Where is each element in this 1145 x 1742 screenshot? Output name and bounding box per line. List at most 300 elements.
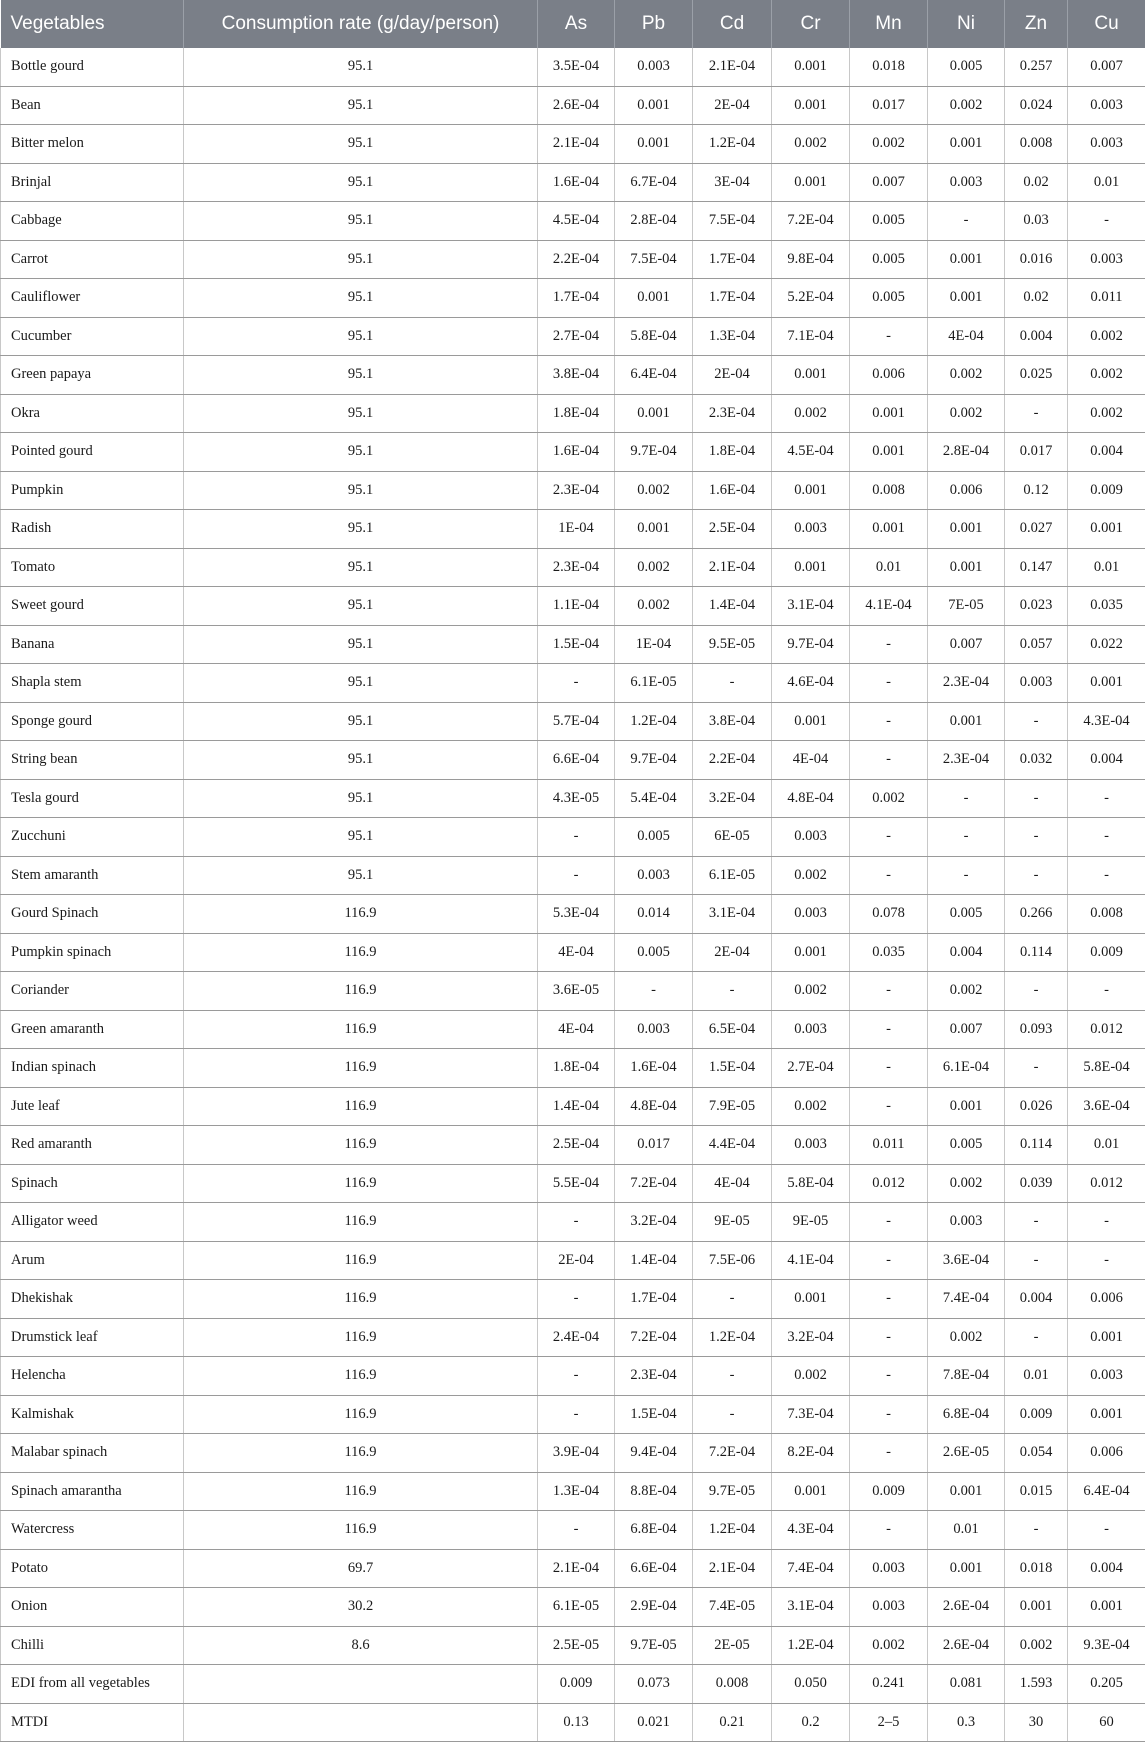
table-cell: 2.3E-04	[538, 471, 615, 510]
table-cell: 4.8E-04	[772, 779, 850, 818]
table-cell: 0.12	[1005, 471, 1068, 510]
table-cell: 5.8E-04	[1068, 1049, 1145, 1088]
table-row	[1, 779, 1145, 818]
row-label: Green papaya	[1, 356, 184, 395]
table-row	[1, 548, 1145, 587]
table-row	[1, 1665, 1145, 1704]
table-cell: -	[1068, 972, 1145, 1011]
table-cell: 6.7E-04	[615, 163, 693, 202]
table-cell: 0.001	[615, 86, 693, 125]
table-row	[1, 202, 1145, 241]
row-label: Gourd Spinach	[1, 895, 184, 934]
table-row	[1, 625, 1145, 664]
table-cell: 9.3E-04	[1068, 1626, 1145, 1665]
table-cell: -	[693, 972, 772, 1011]
table-cell: -	[850, 317, 928, 356]
table-cell: 116.9	[184, 1164, 538, 1203]
table-cell: 95.1	[184, 587, 538, 626]
table-cell: 6.6E-04	[615, 1549, 693, 1588]
table-cell: 6.8E-04	[928, 1395, 1005, 1434]
table-cell: 7.2E-04	[615, 1318, 693, 1357]
table-row	[1, 972, 1145, 1011]
table-cell: 1.5E-04	[538, 625, 615, 664]
table-row	[1, 818, 1145, 857]
table-cell: 95.1	[184, 818, 538, 857]
table-cell: 0.02	[1005, 163, 1068, 202]
table-cell: 95.1	[184, 510, 538, 549]
header-row	[1, 0, 1145, 48]
table-cell: -	[538, 1511, 615, 1550]
table-cell: 1.2E-04	[693, 125, 772, 164]
table-cell: 0.002	[772, 394, 850, 433]
table-cell: 95.1	[184, 240, 538, 279]
table-cell: 0.018	[850, 48, 928, 86]
table-row	[1, 1588, 1145, 1627]
table-cell: 0.032	[1005, 741, 1068, 780]
table-cell: -	[850, 1203, 928, 1242]
table-cell: 3E-04	[693, 163, 772, 202]
table-cell: 5.8E-04	[772, 1164, 850, 1203]
table-cell: 0.054	[1005, 1434, 1068, 1473]
table-cell: 0.050	[772, 1665, 850, 1704]
table-cell: 2.3E-04	[538, 548, 615, 587]
table-cell: -	[1068, 856, 1145, 895]
table-cell: 0.001	[615, 394, 693, 433]
table-cell: 0.002	[928, 972, 1005, 1011]
row-label: Arum	[1, 1241, 184, 1280]
table-cell: 0.002	[772, 125, 850, 164]
table-cell: -	[1005, 818, 1068, 857]
table-cell: 1.3E-04	[538, 1472, 615, 1511]
table-cell: 2.5E-05	[538, 1626, 615, 1665]
table-cell: 1.5E-04	[693, 1049, 772, 1088]
table-cell: 2E-04	[693, 86, 772, 125]
table-row	[1, 163, 1145, 202]
row-label: Drumstick leaf	[1, 1318, 184, 1357]
table-cell: 0.008	[1068, 895, 1145, 934]
table-cell: 95.1	[184, 48, 538, 86]
table-cell: 1E-04	[538, 510, 615, 549]
table-cell: -	[850, 664, 928, 703]
table-cell: 0.03	[1005, 202, 1068, 241]
table-cell: 0.021	[615, 1703, 693, 1742]
table-cell: 0.001	[772, 1280, 850, 1319]
table-cell: 0.004	[1068, 1549, 1145, 1588]
table-cell: 0.035	[850, 933, 928, 972]
table-cell: 1.4E-04	[538, 1087, 615, 1126]
table-cell: 9.7E-05	[693, 1472, 772, 1511]
table-cell: -	[693, 664, 772, 703]
table-row	[1, 471, 1145, 510]
table-cell: 0.027	[1005, 510, 1068, 549]
row-label: Helencha	[1, 1357, 184, 1396]
table-row	[1, 1434, 1145, 1473]
row-label: Onion	[1, 1588, 184, 1627]
table-cell: 0.009	[1068, 471, 1145, 510]
table-cell: 1.7E-04	[693, 279, 772, 318]
table-cell: 3.8E-04	[538, 356, 615, 395]
row-label: Alligator weed	[1, 1203, 184, 1242]
table-cell: 0.008	[850, 471, 928, 510]
table-cell: 0.003	[772, 510, 850, 549]
table-cell: 9.4E-04	[615, 1434, 693, 1473]
table-cell: 8.6	[184, 1626, 538, 1665]
table-cell: 116.9	[184, 1318, 538, 1357]
table-cell: -	[850, 1280, 928, 1319]
table-cell: -	[538, 1203, 615, 1242]
table-cell: 4.6E-04	[772, 664, 850, 703]
table-cell: 0.001	[772, 163, 850, 202]
table-cell: 0.001	[1005, 1588, 1068, 1627]
column-header-mn: Mn	[850, 0, 928, 48]
table-cell: 0.001	[772, 86, 850, 125]
table-cell: 2.1E-04	[693, 1549, 772, 1588]
table-cell: 2.6E-04	[928, 1626, 1005, 1665]
table-cell: 0.266	[1005, 895, 1068, 934]
table-cell: 7.1E-04	[772, 317, 850, 356]
table-cell: 6E-05	[693, 818, 772, 857]
table-cell: 0.001	[928, 1087, 1005, 1126]
table-cell: 0.001	[850, 394, 928, 433]
table-cell: 6.1E-05	[693, 856, 772, 895]
table-cell: -	[928, 202, 1005, 241]
table-cell: 0.01	[850, 548, 928, 587]
table-row	[1, 1087, 1145, 1126]
table-cell: 0.002	[772, 1357, 850, 1396]
table-cell: 95.1	[184, 625, 538, 664]
table-cell: 0.022	[1068, 625, 1145, 664]
table-cell: 0.006	[850, 356, 928, 395]
table-cell: 0.003	[928, 1203, 1005, 1242]
column-header-cd: Cd	[693, 0, 772, 48]
row-label: Bitter melon	[1, 125, 184, 164]
table-cell: 0.2	[772, 1703, 850, 1742]
table-cell: 95.1	[184, 163, 538, 202]
table-cell: 0.21	[693, 1703, 772, 1742]
table-cell: -	[850, 1049, 928, 1088]
table-cell: 3.6E-04	[928, 1241, 1005, 1280]
table-cell: 95.1	[184, 394, 538, 433]
table-row	[1, 1395, 1145, 1434]
table-cell: 0.001	[928, 1472, 1005, 1511]
table-cell: 4E-04	[538, 933, 615, 972]
table-cell: 2.5E-04	[538, 1126, 615, 1165]
table-cell: 3.2E-04	[772, 1318, 850, 1357]
table-cell: 116.9	[184, 933, 538, 972]
table-cell: 0.01	[1005, 1357, 1068, 1396]
table-cell: 7.2E-04	[693, 1434, 772, 1473]
table-cell: 2.1E-04	[693, 548, 772, 587]
table-cell: 0.003	[1005, 664, 1068, 703]
table-cell: 6.1E-04	[928, 1049, 1005, 1088]
table-cell: 116.9	[184, 1395, 538, 1434]
table-cell: 0.009	[538, 1665, 615, 1704]
table-cell: 3.8E-04	[693, 702, 772, 741]
table-cell: 1.8E-04	[538, 394, 615, 433]
table-cell: 2.5E-04	[693, 510, 772, 549]
table-cell: 0.002	[928, 86, 1005, 125]
table-cell: 95.1	[184, 741, 538, 780]
table-cell: 0.002	[928, 356, 1005, 395]
table-cell: 0.114	[1005, 933, 1068, 972]
table-cell: 2.4E-04	[538, 1318, 615, 1357]
table-cell: 0.001	[928, 702, 1005, 741]
table-cell: 95.1	[184, 202, 538, 241]
table-cell: 3.1E-04	[772, 587, 850, 626]
table-cell: 2.2E-04	[538, 240, 615, 279]
table-cell: -	[1068, 202, 1145, 241]
table-cell: 0.005	[928, 895, 1005, 934]
table-cell: 2.3E-04	[928, 741, 1005, 780]
table-cell: 0.009	[1005, 1395, 1068, 1434]
table-cell: 0.01	[928, 1511, 1005, 1550]
table-cell: 0.073	[615, 1665, 693, 1704]
table-row	[1, 317, 1145, 356]
table-cell: 0.001	[615, 510, 693, 549]
row-label: Malabar spinach	[1, 1434, 184, 1473]
table-cell: 3.2E-04	[615, 1203, 693, 1242]
table-cell: 0.035	[1068, 587, 1145, 626]
table-cell: 0.001	[928, 125, 1005, 164]
table-cell: 0.014	[615, 895, 693, 934]
table-cell: 30.2	[184, 1588, 538, 1627]
table-cell: 0.012	[1068, 1164, 1145, 1203]
table-cell: 7.2E-04	[615, 1164, 693, 1203]
table-cell: 2.6E-05	[928, 1434, 1005, 1473]
row-label: Sweet gourd	[1, 587, 184, 626]
table-cell: 0.004	[1005, 317, 1068, 356]
table-cell: 1.5E-04	[615, 1395, 693, 1434]
table-cell: 116.9	[184, 1280, 538, 1319]
table-row	[1, 664, 1145, 703]
table-cell: 0.003	[1068, 240, 1145, 279]
table-cell: 1.7E-04	[693, 240, 772, 279]
table-cell: 0.002	[615, 471, 693, 510]
table-row	[1, 1126, 1145, 1165]
table-cell: -	[850, 1087, 928, 1126]
table-row	[1, 510, 1145, 549]
table-cell: -	[850, 1010, 928, 1049]
table-cell: 0.093	[1005, 1010, 1068, 1049]
table-cell: 2.3E-04	[615, 1357, 693, 1396]
table-cell: -	[850, 625, 928, 664]
table-cell: -	[538, 1357, 615, 1396]
table-cell: -	[850, 818, 928, 857]
row-label: Radish	[1, 510, 184, 549]
table-cell: 1.2E-04	[693, 1318, 772, 1357]
table-cell: 0.005	[928, 48, 1005, 86]
table-row	[1, 279, 1145, 318]
table-cell: -	[1005, 1318, 1068, 1357]
table-cell: 2E-05	[693, 1626, 772, 1665]
table-cell: -	[538, 818, 615, 857]
table-cell: 7.4E-04	[772, 1549, 850, 1588]
row-label: Chilli	[1, 1626, 184, 1665]
table-cell: 116.9	[184, 1087, 538, 1126]
table-cell: 0.001	[772, 48, 850, 86]
table-cell: 7.9E-05	[693, 1087, 772, 1126]
table-cell: 4E-04	[538, 1010, 615, 1049]
table-cell: 95.1	[184, 779, 538, 818]
table-cell: -	[850, 1395, 928, 1434]
table-cell: 0.003	[615, 856, 693, 895]
row-label: Spinach amarantha	[1, 1472, 184, 1511]
table-cell: 0.003	[850, 1549, 928, 1588]
row-label: Shapla stem	[1, 664, 184, 703]
table-cell: 116.9	[184, 1126, 538, 1165]
table-cell: -	[928, 818, 1005, 857]
column-header-cu: Cu	[1068, 0, 1145, 48]
table-cell: 0.009	[850, 1472, 928, 1511]
row-label: Dhekishak	[1, 1280, 184, 1319]
table-cell: 0.006	[1068, 1434, 1145, 1473]
table-cell: -	[693, 1395, 772, 1434]
table-cell: -	[1068, 1241, 1145, 1280]
table-cell: 0.01	[1068, 1126, 1145, 1165]
table-cell: 0.3	[928, 1703, 1005, 1742]
table-cell: 0.003	[772, 1126, 850, 1165]
row-label: Banana	[1, 625, 184, 664]
table-cell: 9E-05	[772, 1203, 850, 1242]
table-body	[1, 48, 1145, 1742]
table-cell: 116.9	[184, 1511, 538, 1550]
table-cell: 0.005	[850, 202, 928, 241]
table-cell: 0.001	[1068, 510, 1145, 549]
row-label: Tomato	[1, 548, 184, 587]
table-cell: 0.002	[928, 1164, 1005, 1203]
table-cell: 30	[1005, 1703, 1068, 1742]
table-cell: 0.01	[1068, 548, 1145, 587]
table-cell: 0.001	[850, 510, 928, 549]
table-cell: 2.7E-04	[772, 1049, 850, 1088]
table-cell: 95.1	[184, 317, 538, 356]
table-cell: 0.012	[850, 1164, 928, 1203]
table-cell: 6.4E-04	[615, 356, 693, 395]
column-header-cr: Cr	[772, 0, 850, 48]
table-cell: 9.7E-04	[615, 741, 693, 780]
table-cell: 0.13	[538, 1703, 615, 1742]
table-cell: 6.6E-04	[538, 741, 615, 780]
table-cell: 4.5E-04	[772, 433, 850, 472]
table-cell: 2.3E-04	[693, 394, 772, 433]
table-cell: 0.005	[615, 933, 693, 972]
table-cell: -	[1005, 1203, 1068, 1242]
table-cell: -	[850, 741, 928, 780]
table-cell: -	[850, 702, 928, 741]
table-cell: 1.2E-04	[772, 1626, 850, 1665]
table-cell: -	[850, 1357, 928, 1396]
table-cell: 9.8E-04	[772, 240, 850, 279]
table-cell: -	[1005, 856, 1068, 895]
column-header-consumption-rate: Consumption rate (g/day/person)	[184, 0, 538, 48]
table-cell: 1.6E-04	[538, 433, 615, 472]
table-cell: 0.081	[928, 1665, 1005, 1704]
table-cell: 0.002	[615, 548, 693, 587]
table-cell: -	[850, 1241, 928, 1280]
table-cell: -	[928, 779, 1005, 818]
row-label: Pumpkin	[1, 471, 184, 510]
table-cell: -	[850, 856, 928, 895]
table-cell: 0.001	[772, 702, 850, 741]
table-cell: 0.017	[615, 1126, 693, 1165]
table-cell: 0.039	[1005, 1164, 1068, 1203]
table-cell: 5.4E-04	[615, 779, 693, 818]
table-cell: 1.8E-04	[538, 1049, 615, 1088]
table-cell: 1.7E-04	[615, 1280, 693, 1319]
row-label: Brinjal	[1, 163, 184, 202]
table-cell: 0.001	[928, 548, 1005, 587]
table-row	[1, 1049, 1145, 1088]
table-cell: 0.205	[1068, 1665, 1145, 1704]
row-label: Red amaranth	[1, 1126, 184, 1165]
table-row	[1, 1010, 1145, 1049]
table-cell: 95.1	[184, 664, 538, 703]
table-cell: 0.025	[1005, 356, 1068, 395]
table-cell: 116.9	[184, 1203, 538, 1242]
table-cell: 0.147	[1005, 548, 1068, 587]
table-cell: 0.001	[1068, 1318, 1145, 1357]
table-cell: 0.004	[1068, 433, 1145, 472]
table-cell: 6.5E-04	[693, 1010, 772, 1049]
table-cell: -	[538, 1280, 615, 1319]
table-cell: 3.1E-04	[693, 895, 772, 934]
table-cell: 9.7E-04	[615, 433, 693, 472]
table-cell	[184, 1665, 538, 1704]
row-label: EDI from all vegetables	[1, 1665, 184, 1704]
table-row	[1, 1626, 1145, 1665]
table-row	[1, 433, 1145, 472]
table-cell: -	[1005, 972, 1068, 1011]
table-cell: 6.4E-04	[1068, 1472, 1145, 1511]
table-cell: 0.001	[772, 933, 850, 972]
table-cell: 2.8E-04	[615, 202, 693, 241]
table-cell: 4.1E-04	[772, 1241, 850, 1280]
table-cell: 0.001	[850, 433, 928, 472]
table-cell: 0.078	[850, 895, 928, 934]
table-cell: 0.001	[772, 356, 850, 395]
table-cell: 0.001	[928, 1549, 1005, 1588]
table-cell: 4.4E-04	[693, 1126, 772, 1165]
table-cell: -	[1068, 1511, 1145, 1550]
row-label: String bean	[1, 741, 184, 780]
table-cell: 0.005	[928, 1126, 1005, 1165]
table-cell: 2E-04	[693, 356, 772, 395]
table-row	[1, 856, 1145, 895]
table-cell: 0.001	[772, 548, 850, 587]
table-cell: 1.4E-04	[615, 1241, 693, 1280]
table-cell: 116.9	[184, 1472, 538, 1511]
table-cell: 1.2E-04	[693, 1511, 772, 1550]
table-cell: 116.9	[184, 1010, 538, 1049]
table-cell: 0.016	[1005, 240, 1068, 279]
table-cell: 1.3E-04	[693, 317, 772, 356]
row-label: Carrot	[1, 240, 184, 279]
table-cell: 1.6E-04	[538, 163, 615, 202]
table-cell: 9.7E-05	[615, 1626, 693, 1665]
table-cell: 2.8E-04	[928, 433, 1005, 472]
table-cell: 4.3E-04	[772, 1511, 850, 1550]
table-cell: 2.9E-04	[615, 1588, 693, 1627]
row-label: Cucumber	[1, 317, 184, 356]
table-cell: 1.6E-04	[615, 1049, 693, 1088]
row-label: Green amaranth	[1, 1010, 184, 1049]
table-cell: 6.1E-05	[538, 1588, 615, 1627]
table-cell: 7.5E-04	[615, 240, 693, 279]
table-cell: 0.002	[1005, 1626, 1068, 1665]
row-label: Potato	[1, 1549, 184, 1588]
table-row	[1, 1703, 1145, 1742]
table-cell: 0.005	[850, 279, 928, 318]
